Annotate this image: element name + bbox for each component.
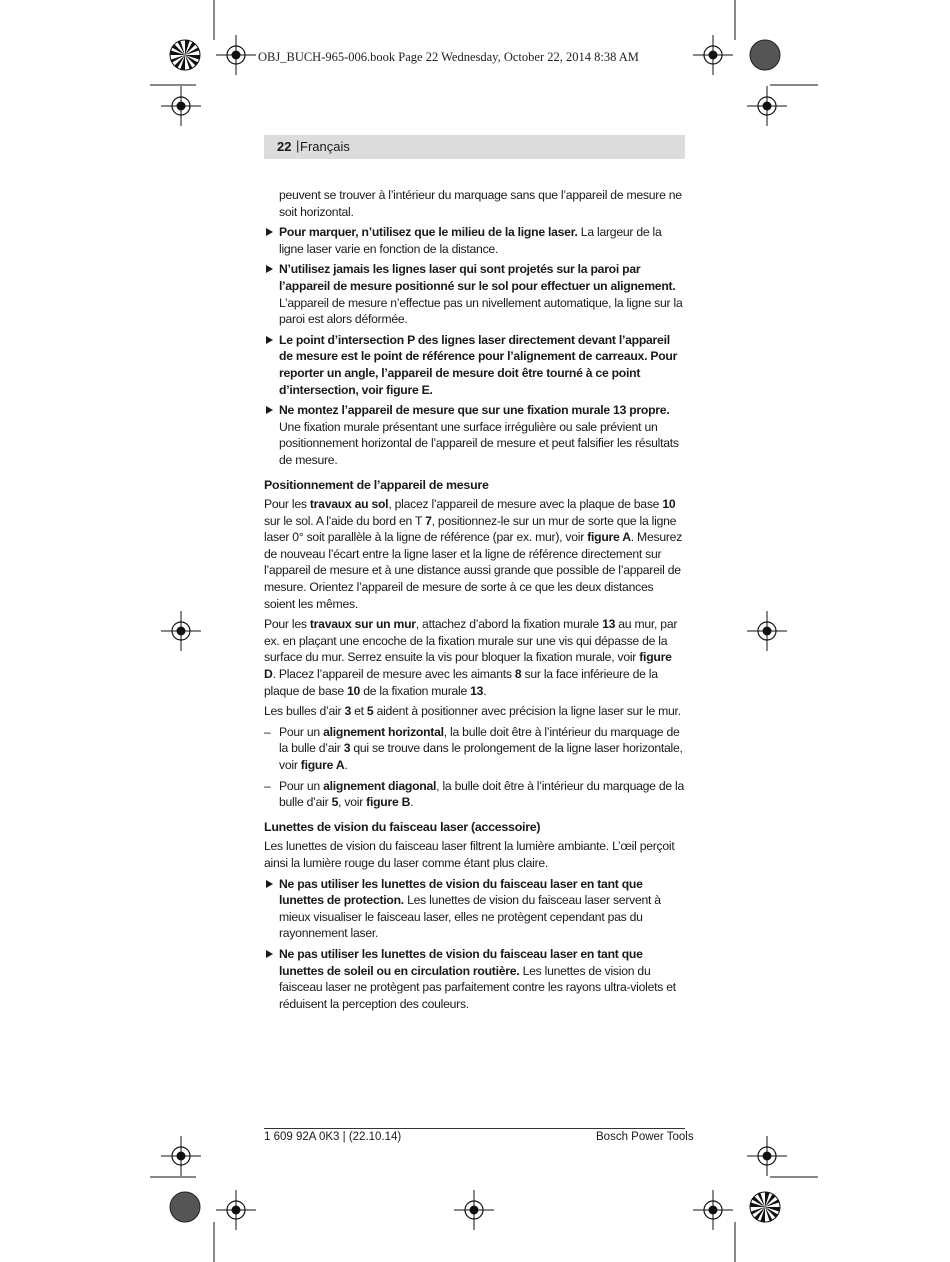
header-separator: | xyxy=(296,138,300,153)
bold-text: 13 xyxy=(602,617,616,632)
dash-marker: – xyxy=(264,724,271,739)
body-text xyxy=(264,187,685,1016)
text-run: qui se trouve dans le prolongement de la ligne laser horizontale, voir xyxy=(279,741,683,772)
text-run: sur la face inférieure de la plaque de base xyxy=(264,667,658,698)
bold-text: Ne pas utiliser les lunettes de vision du faisceau laser en tant que lunettes de soleil ou en circulation routière. xyxy=(279,946,643,978)
bold-text: Pour marquer, n’utilisez que le milieu de la ligne laser. xyxy=(279,225,578,240)
text-run: Une fixation murale présentant une surface irrégulière ou sale prévient un positionnement horizontal de l’appareil de mesure et peut falsifier les résultats de mesure. xyxy=(279,419,679,467)
text-run: de la fixation murale xyxy=(360,683,471,698)
text-run: Les lunettes de vision du faisceau laser ne protègent pas parfaitement contre les rayons ultra-violets et réduisent la perception des couleurs. xyxy=(279,963,676,1011)
bold-text: 7 xyxy=(425,513,432,528)
text-run: Pour un xyxy=(279,724,324,739)
text-run: , positionnez-le sur un mur de sorte que la ligne laser 0° soit parallèle à la ligne de référence (par ex. mur), voir xyxy=(264,513,677,545)
bold-text: 3 xyxy=(343,741,351,756)
paragraph xyxy=(264,616,685,699)
bullet-triangle-icon xyxy=(266,880,273,888)
dash-list-item xyxy=(264,778,685,811)
safety-note-item xyxy=(264,224,685,257)
text-run: , la bulle doit être à l’intérieur du marquage de la bulle d’air xyxy=(279,778,685,810)
header-language: Français xyxy=(300,139,350,154)
bold-text: 8 xyxy=(514,667,522,682)
text-run: sur le sol. A l’aide du bord en T xyxy=(264,513,426,528)
bullet-triangle-icon xyxy=(266,406,273,414)
bold-text: Ne pas utiliser les lunettes de vision du faisceau laser en tant que lunettes de protection. xyxy=(279,876,643,908)
bold-text: 10 xyxy=(662,497,676,512)
bullet-triangle-icon xyxy=(266,265,273,273)
bold-text: figure B xyxy=(366,795,411,810)
text-run: peuvent se trouver à l’intérieur du marquage sans que l’appareil de mesure ne soit horizontal. xyxy=(279,188,682,219)
safety-note-item xyxy=(264,261,685,327)
bold-text: Lunettes de vision du faisceau laser (accessoire) xyxy=(264,819,541,834)
text-run: . xyxy=(410,795,414,810)
dash-list-item xyxy=(264,724,685,774)
bold-text: 13 xyxy=(470,683,484,698)
bold-text: travaux sur un mur xyxy=(309,617,416,632)
text-run: , placez l’appareil de mesure avec la plaque de base xyxy=(388,497,663,512)
bold-text: figure A xyxy=(587,530,631,545)
text-run: , voir xyxy=(338,795,367,810)
footer-doc-id: 1 609 92A 0K3 | (22.10.14) xyxy=(264,1131,402,1143)
bold-text: 10 xyxy=(347,683,361,698)
page-number: 22 xyxy=(277,139,292,154)
paragraph xyxy=(264,703,685,720)
dash-marker: – xyxy=(264,778,271,793)
paragraph xyxy=(264,496,685,612)
page-header xyxy=(264,135,685,159)
text-run: au mur, par ex. en plaçant une encoche de la fixation murale sur une vis qui dépasse de la surface du mur. Serrez ensuite la vis pour bloquer la fixation murale, voir xyxy=(264,617,678,665)
text-run: Les lunettes de vision du faisceau laser filtrent la lumière ambiante. L’œil perçoit ainsi la lumière rouge du laser comme étant plus claire. xyxy=(264,839,675,870)
bold-text: 5 xyxy=(366,704,374,719)
text-run: Les lunettes de vision du faisceau laser servent à mieux visualiser le faisceau laser, elles ne protègent cependant pas du rayonnement laser. xyxy=(279,893,661,941)
safety-note-item xyxy=(264,876,685,942)
bullet-triangle-icon xyxy=(266,228,273,236)
bullet-triangle-icon xyxy=(266,336,273,344)
text-run: L’appareil de mesure n’effectue pas un nivellement automatique, la ligne sur la paroi est alors déformée. xyxy=(279,295,683,327)
safety-note-item xyxy=(264,402,685,468)
text-run: , la bulle doit être à l’intérieur du marquage de la bulle d’air xyxy=(279,724,680,756)
bold-text: travaux au sol xyxy=(309,497,389,512)
text-run: . xyxy=(344,758,348,772)
paragraph xyxy=(264,187,685,220)
safety-note-item xyxy=(264,946,685,1012)
print-slug: OBJ_BUCH-965-006.book Page 22 Wednesday, October 22, 2014 8:38 AM xyxy=(258,50,639,64)
bold-text: 3 xyxy=(344,704,351,719)
text-run: , attachez d’abord la fixation murale xyxy=(415,617,603,632)
text-run: Pour les xyxy=(264,497,310,512)
text-run: Les bulles d’air xyxy=(264,704,345,719)
text-run: aident à positionner avec précision la ligne laser sur le mur. xyxy=(373,704,681,719)
bullet-triangle-icon xyxy=(266,950,273,958)
bold-text: Positionnement de l’appareil de mesure xyxy=(264,477,489,492)
text-run: Pour les xyxy=(264,617,310,632)
safety-note-item xyxy=(264,332,685,398)
footer-brand: Bosch Power Tools xyxy=(596,1131,694,1143)
bold-text: alignement diagonal xyxy=(323,778,437,793)
footer-rule xyxy=(264,1128,685,1129)
paragraph xyxy=(264,838,685,871)
bold-text: Ne montez l’appareil de mesure que sur une fixation murale 13 propre. xyxy=(279,403,670,418)
bold-text: 5 xyxy=(331,795,339,810)
text-run: . xyxy=(483,683,487,698)
bold-text: Le point d’intersection P des lignes laser directement devant l’appareil de mesure est le point de référence pour l’alignement de carreaux. Pour reporter un angle, l’appareil de mesure doit être tourné à ce point d’intersection, voir figure E. xyxy=(279,332,678,397)
section-heading xyxy=(264,819,685,836)
section-heading xyxy=(264,477,685,494)
text-run: La largeur de la ligne laser varie en fonction de la distance. xyxy=(279,225,662,256)
text-run: . Placez l’appareil de mesure avec les aimants xyxy=(272,667,515,682)
text-run: et xyxy=(350,704,367,719)
text-run: Pour un xyxy=(279,778,324,793)
bold-text: alignement horizontal xyxy=(323,724,444,739)
bold-text: figure D xyxy=(264,650,672,682)
bold-text: figure A xyxy=(300,758,345,772)
text-run: . Mesurez de nouveau l’écart entre la ligne laser et la ligne de référence directement sur l’appareil de mesure et à une distance aussi grande que possible de l’appareil de mesure. Orientez l’appareil de mesure de sorte à ce que les deux distances soient les mêmes. xyxy=(264,530,683,611)
bold-text: N’utilisez jamais les lignes laser qui sont projetés sur la paroi par l’appareil de mesure positionné sur le sol pour effectuer un alignement. xyxy=(279,262,676,293)
